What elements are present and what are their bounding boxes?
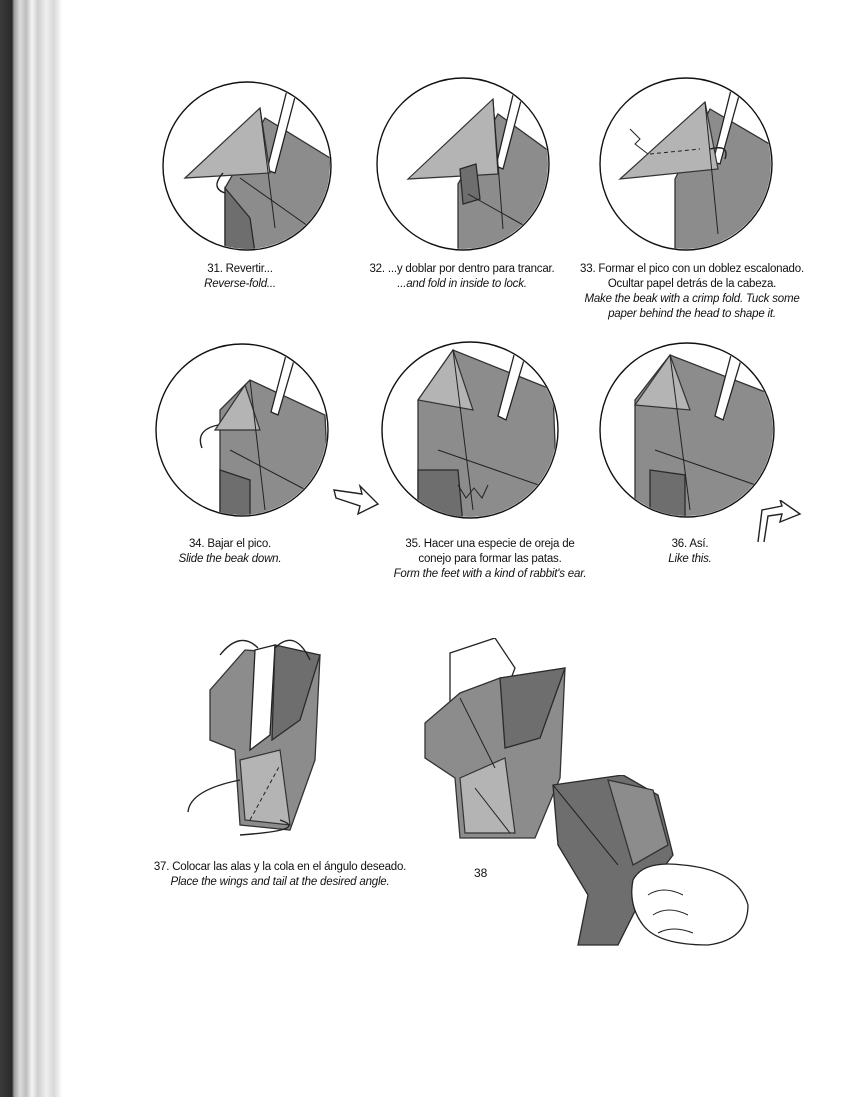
step-33-diagram: [590, 74, 782, 254]
turn-over-arrow-icon: [752, 500, 804, 545]
step-36-caption: [630, 537, 750, 567]
book-binding-edge: [0, 0, 62, 1097]
step-32-en: ...and fold in inside to lock.: [397, 278, 527, 290]
step-35-es-1: 35. Hacer una especie de oreja de: [405, 538, 575, 550]
step-31-en: Reverse-fold...: [204, 278, 276, 290]
step-35-diagram: [378, 340, 563, 525]
finished-bird-on-hand-diagram: [548, 775, 768, 950]
step-32-es: 32. ...y doblar por dentro para trancar.: [369, 263, 555, 275]
step-36-diagram: [595, 340, 780, 525]
step-32-diagram: [368, 74, 558, 252]
step-33-es-2: Ocultar papel detrás de la cabeza.: [607, 278, 777, 290]
step-33-es-1: 33. Formar el pico con un doblez escalonado.: [580, 263, 804, 275]
step-33-en-1: Make the beak with a crimp fold. Tuck some: [584, 293, 800, 305]
step-37-en: Place the wings and tail at the desired angle.: [170, 876, 390, 888]
step-35-en: Form the feet with a kind of rabbit's ear.: [393, 568, 587, 580]
step-34-diagram: [150, 340, 335, 520]
step-34-es: 34. Bajar el pico.: [188, 538, 272, 550]
step-34-caption: [160, 537, 300, 567]
next-arrow-icon: [332, 484, 382, 516]
step-35-caption: [360, 537, 620, 582]
step-31-caption: [180, 262, 300, 292]
step-33-en-2: paper behind the head to shape it.: [608, 308, 776, 320]
step-34-en: Slide the beak down.: [178, 553, 282, 565]
step-31-diagram: [155, 78, 345, 253]
step-37-es: 37. Colocar las alas y la cola en el ángulo deseado.: [153, 861, 407, 873]
step-31-es: 31. Revertir...: [207, 263, 273, 275]
step-36-es: 36. Así.: [671, 538, 709, 550]
step-37-caption: [130, 860, 430, 890]
step-32-caption: [352, 262, 572, 292]
step-35-es-2: conejo para formar las patas.: [418, 553, 562, 565]
page-number: 38: [474, 866, 488, 880]
step-37-bird-diagram: [180, 630, 340, 840]
step-33-caption: [572, 262, 812, 322]
step-36-en: Like this.: [668, 553, 712, 565]
